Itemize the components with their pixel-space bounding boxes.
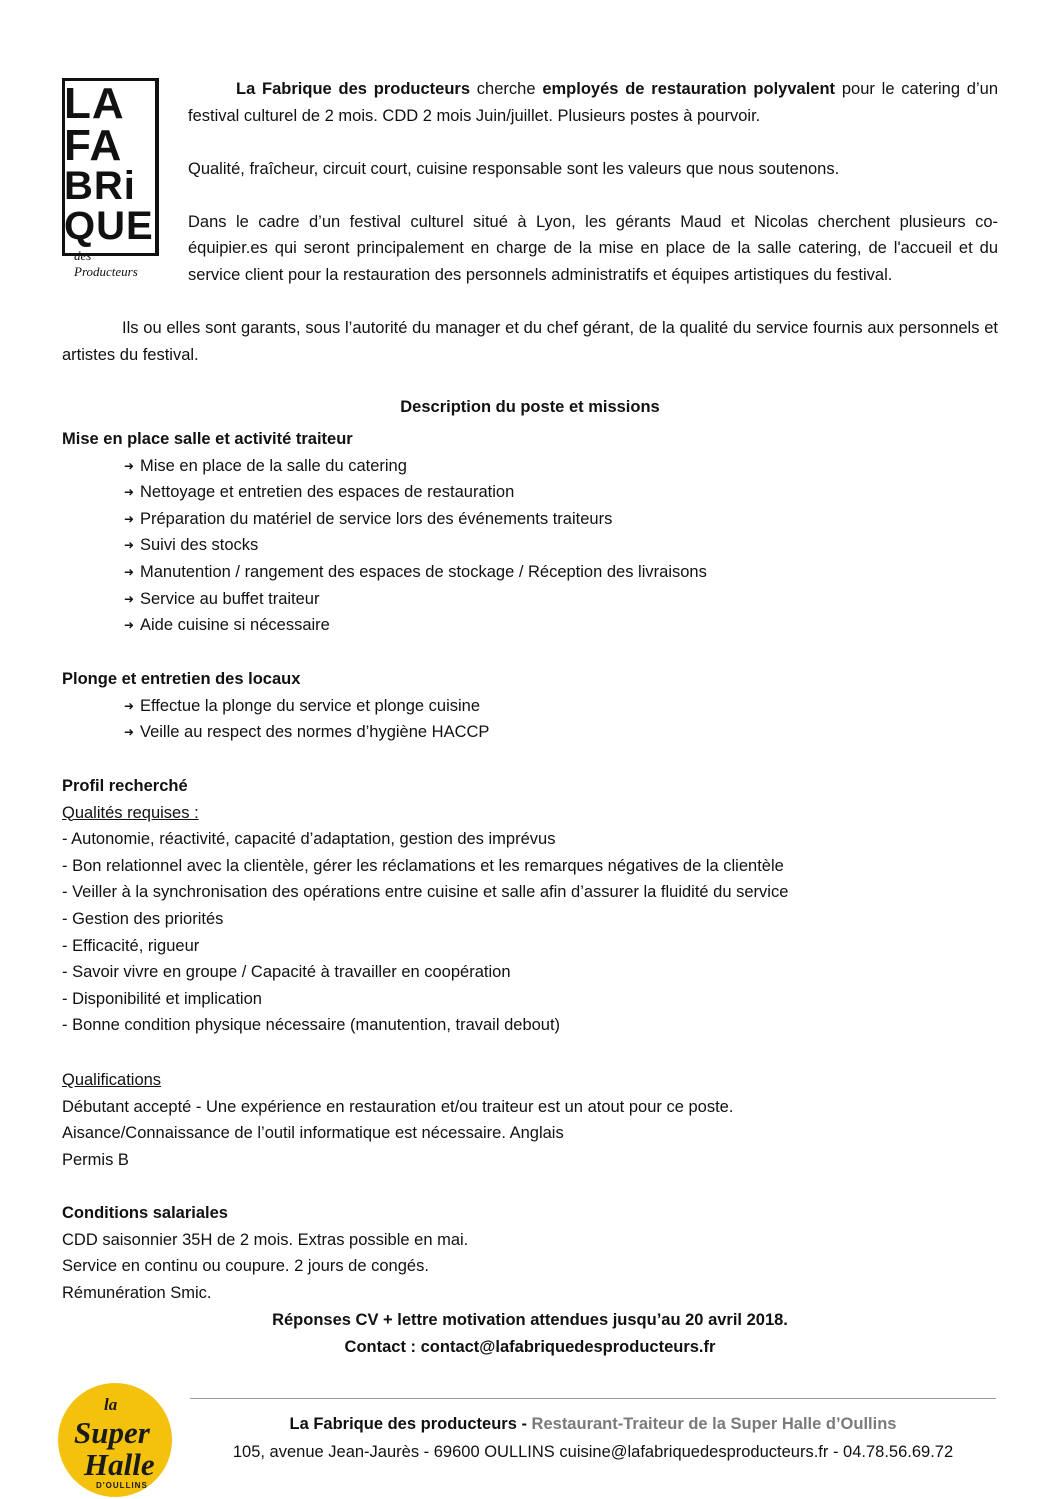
intro-paragraph-1 [188,76,998,129]
intro-end: pour le catering d’un festival culturel de 2 mois. CDD 2 mois Juin/juillet. Plusieurs postes à pourvoir. [188,80,998,125]
list-item: - Efficacité, rigueur [62,936,200,955]
list-item: ➜ Mise en place de la salle du catering [122,453,998,480]
list-item: ➜ Suivi des stocks [122,532,998,559]
plonge-heading: Plonge et entretien des locaux [62,670,301,688]
list-item: ➜ Préparation du matériel de service lors des événements traiteurs [122,506,998,533]
arrow-icon: ➜ [124,538,135,553]
plonge-section [62,666,998,746]
list-item: ➜ Nettoyage et entretien des espaces de restauration [122,479,998,506]
condition-line: Rémunération Smic. [62,1283,212,1302]
super-halle-super: Super [74,1415,150,1450]
logo-line-2: FA [64,121,123,170]
intro-paragraph-3: Dans le cadre d’un festival culturel situé à Lyon, les gérants Maud et Nicolas cherchent plusieurs co-équipier.es qui seront principalement en charge de la mise en place de la salle catering, de l'accueil et du service client pour la restauration des personnels administratifs et équipes artistiques du festival. [188,212,998,284]
footer-divider [190,1398,996,1399]
profil-section [62,773,998,1039]
arrow-icon: ➜ [124,698,135,713]
mise-en-place-list [62,453,998,639]
super-halle-logo [58,1383,172,1497]
arrow-icon: ➜ [124,725,135,740]
arrow-icon: ➜ [124,511,135,526]
arrow-icon: ➜ [124,591,135,606]
footer-line-1 [190,1410,996,1438]
la-fabrique-logo [60,78,156,279]
arrow-icon: ➜ [124,485,135,500]
responses-deadline: Réponses CV + lettre motivation attendues jusqu’au 20 avril 2018. [272,1311,788,1329]
list-item: - Gestion des priorités [62,909,224,928]
logo-line-3: BRi [64,164,136,208]
footer [190,1410,996,1466]
intro-paragraph-2: Qualité, fraîcheur, circuit court, cuisine responsable sont les valeurs que nous soutenons. [188,159,840,178]
qualification-line: Débutant accepté - Une expérience en restauration et/ou traiteur est un atout pour ce poste. [62,1097,734,1116]
footer-address: 105, avenue Jean-Jaurès - 69600 OULLINS cuisine@lafabriquedesproducteurs.fr - 04.78.56.69.72 [232,1443,954,1461]
list-item: ➜ Aide cuisine si nécessaire [122,612,998,639]
logo-line-1: LA [64,79,125,128]
arrow-icon: ➜ [124,458,135,473]
logo-subtitle: des Producteurs [74,248,138,279]
list-item: - Bon relationnel avec la clientèle, gérer les réclamations et les remarques négatives de la clientèle [62,856,784,875]
conditions-section [62,1200,998,1306]
list-item: - Savoir vivre en groupe / Capacité à travailler en coopération [62,963,511,982]
conditions-heading: Conditions salariales [62,1204,228,1222]
list-item: - Autonomie, réactivité, capacité d’adaptation, gestion des imprévus [62,830,556,849]
mise-en-place-section [62,426,998,639]
intro-continuation [62,315,998,368]
intro-mid: cherche [470,80,543,98]
qualifications-section [62,1067,998,1173]
qualification-line: Aisance/Connaissance de l’outil informatique est nécessaire. Anglais [62,1124,564,1143]
arrow-icon: ➜ [124,564,135,579]
arrow-icon: ➜ [124,618,135,633]
responses-contact[interactable]: Contact : contact@lafabriquedesproducteurs.fr [344,1337,716,1356]
super-halle-la: la [104,1395,118,1414]
list-item: ➜ Service au buffet traiteur [122,586,998,613]
plonge-list [62,693,998,746]
responses-block [62,1307,998,1360]
logo-line-4: QUE [64,204,154,248]
list-item: - Disponibilité et implication [62,989,262,1008]
list-item: - Bonne condition physique nécessaire (manutention, travail debout) [62,1016,561,1035]
footer-company: La Fabrique des producteurs - [289,1415,532,1433]
profil-heading: Profil recherché [62,777,188,795]
list-item: ➜ Veille au respect des normes d’hygiène HACCP [122,719,998,746]
list-item: ➜ Effectue la plonge du service et plonge cuisine [122,693,998,720]
footer-tagline: Restaurant-Traiteur de la Super Halle d’Oullins [531,1415,897,1433]
company-name: La Fabrique des producteurs [236,80,471,98]
condition-line: CDD saisonnier 35H de 2 mois. Extras possible en mai. [62,1230,469,1249]
qualites-subheading: Qualités requises : [62,803,199,822]
super-halle-halle: Halle [84,1447,155,1482]
super-halle-city: D'OULLINS [96,1481,148,1490]
condition-line: Service en continu ou coupure. 2 jours de congés. [62,1257,429,1276]
qualification-line: Permis B [62,1150,129,1169]
intro-block [188,76,998,288]
job-role: employés de restauration polyvalent [542,80,836,98]
intro-paragraph-4: Ils ou elles sont garants, sous l’autorité du manager et du chef gérant, de la qualité du service fournis aux personnels et artistes du festival. [62,319,998,364]
mise-en-place-heading: Mise en place salle et activité traiteur [62,430,353,448]
section-title: Description du poste et missions [400,398,660,416]
list-item: ➜ Manutention / rangement des espaces de stockage / Réception des livraisons [122,559,998,586]
list-item: - Veiller à la synchronisation des opérations entre cuisine et salle afin d’assurer la fluidité du service [62,883,789,902]
qualifications-heading: Qualifications [62,1071,162,1089]
